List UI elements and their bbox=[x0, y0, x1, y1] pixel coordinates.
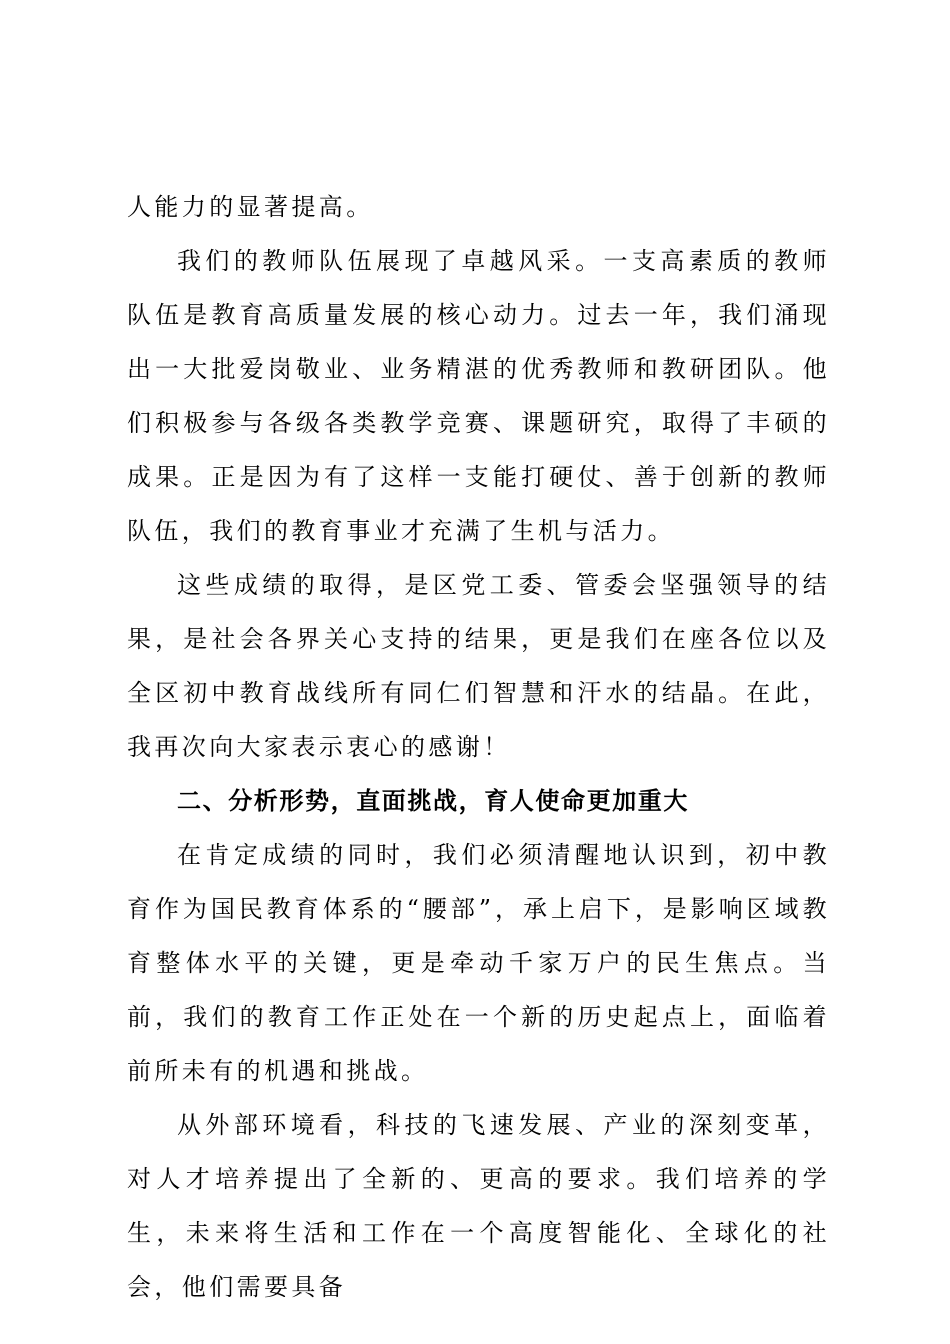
paragraph-acknowledgement: 这些成绩的取得，是区党工委、管委会坚强领导的结果，是社会各界关心支持的结果，更是我们在座各位以及全区初中教育战线所有同仁们智慧和汗水的结晶。在此，我再次向大家表示衷心的感谢！ bbox=[127, 571, 830, 761]
document-body bbox=[127, 180, 830, 1314]
paragraph-external-environment: 从外部环境看，科技的飞速发展、产业的深刻变革，对人才培养提出了全新的、更高的要求。我们培养的学生，未来将生活和工作在一个高度智能化、全球化的社会，他们需要具备 bbox=[127, 1111, 830, 1301]
paragraph-continuation: 人能力的显著提高。 bbox=[127, 193, 374, 221]
paragraph-teacher-team: 我们的教师队伍展现了卓越风采。一支高素质的教师队伍是教育高质量发展的核心动力。过去一年，我们涌现出一大批爱岗敬业、业务精湛的优秀教师和教研团队。他们积极参与各级各类教学竞赛、课题研究，取得了丰硕的成果。正是因为有了这样一支能打硬仗、善于创新的教师队伍，我们的教育事业才充满了生机与活力。 bbox=[127, 247, 830, 545]
section-heading: 二、分析形势，直面挑战，育人使命更加重大 bbox=[177, 787, 689, 815]
paragraph-situation: 在肯定成绩的同时，我们必须清醒地认识到，初中教育作为国民教育体系的“腰部”，承上启下，是影响区域教育整体水平的关键，更是牵动千家万户的民生焦点。当前，我们的教育工作正处在一个新的历史起点上，面临着前所未有的机遇和挑战。 bbox=[127, 841, 830, 1085]
